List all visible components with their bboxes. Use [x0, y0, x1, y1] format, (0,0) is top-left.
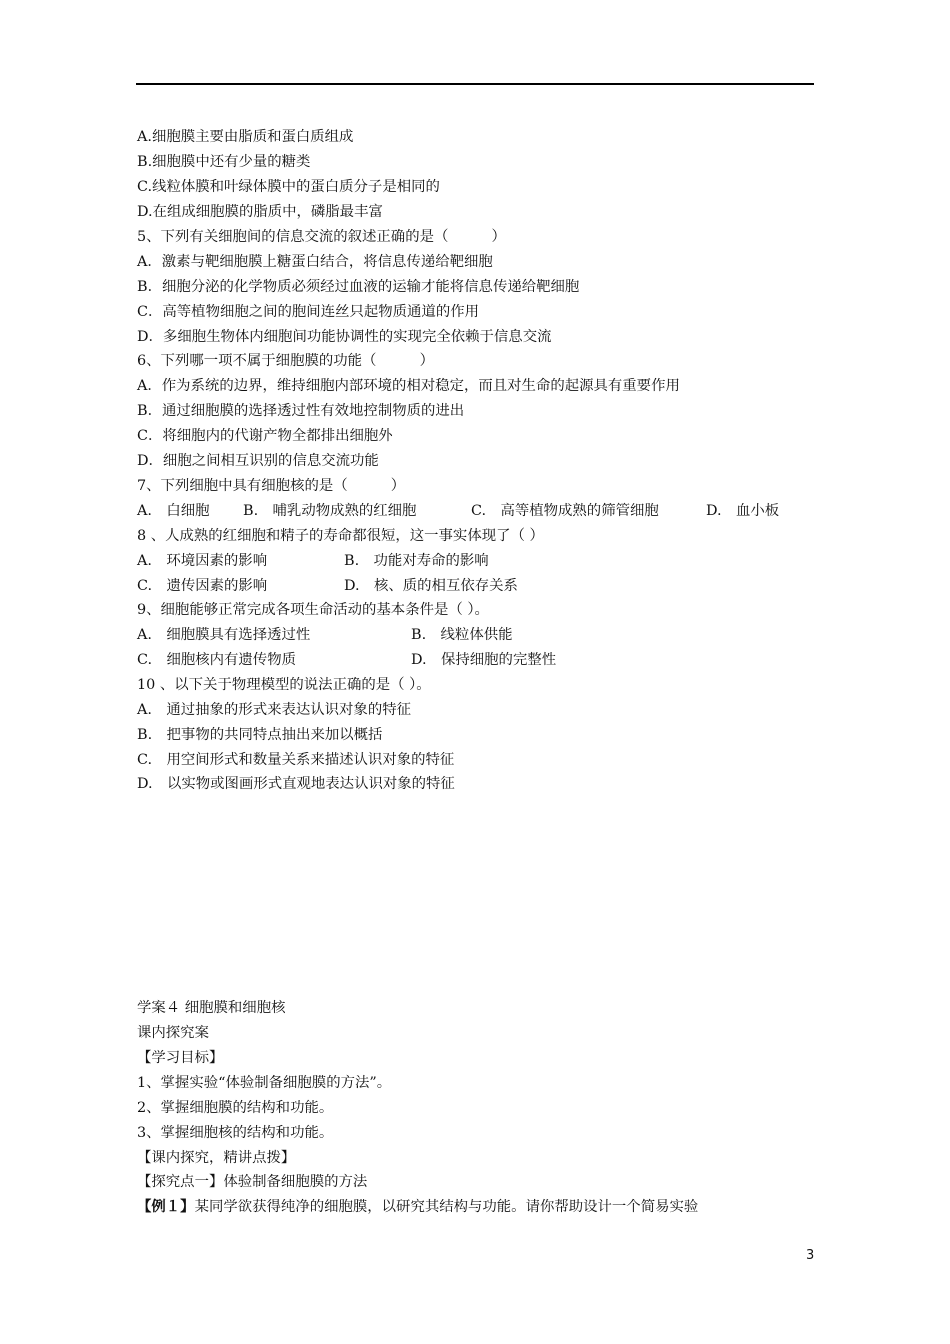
q9-option-d: D. 保持细胞的完整性	[411, 652, 557, 668]
point-1-label: 【探究点一】	[137, 1174, 224, 1190]
example-1	[137, 1197, 698, 1217]
q4-option-a: A.细胞膜主要由脂质和蛋白质组成	[137, 129, 354, 145]
q7-stem: 7、下列细胞中具有细胞核的是（ ）	[137, 478, 406, 494]
q7-option-c: C. 高等植物成熟的筛管细胞	[471, 503, 659, 519]
q8-option-a: A. 环境因素的影响	[137, 553, 268, 569]
q9-option-a: A. 细胞膜具有选择透过性	[137, 627, 311, 643]
q8-option-c: C. 遗传因素的影响	[137, 578, 268, 594]
q8-option-d: D. 核、质的相互依存关系	[344, 578, 518, 594]
q9-stem: 9、细胞能够正常完成各项生命活动的基本条件是（ ）。	[137, 602, 489, 618]
explore-heading: 【课内探究，精讲点拨】	[137, 1150, 296, 1166]
q6-option-a: A．作为系统的边界，维持细胞内部环境的相对稳定，而且对生命的起源具有重要作用	[137, 378, 680, 394]
header-rule	[136, 83, 814, 85]
lesson-title: 学案４ 细胞膜和细胞核	[137, 1000, 286, 1016]
q9-option-b: B. 线粒体供能	[411, 627, 513, 643]
q6-option-b: B．通过细胞膜的选择透过性有效地控制物质的进出	[137, 403, 465, 419]
q10-option-c: C. 用空间形式和数量关系来描述认识对象的特征	[137, 752, 455, 768]
goal-2: 2、掌握细胞膜的结构和功能。	[137, 1100, 334, 1116]
q5-option-a: A．激素与靶细胞膜上糖蛋白结合，将信息传递给靶细胞	[137, 254, 493, 270]
example-1-text: 某同学欲获得纯净的细胞膜，以研究其结构与功能。请你帮助设计一个简易实验	[194, 1199, 699, 1215]
q5-stem: 5、下列有关细胞间的信息交流的叙述正确的是（ ）	[137, 229, 506, 245]
q4-option-b: B.细胞膜中还有少量的糖类	[137, 154, 311, 170]
q10-option-a: A. 通过抽象的形式来表达认识对象的特征	[137, 702, 411, 718]
q7-option-b: B. 哺乳动物成熟的红细胞	[243, 503, 417, 519]
q10-option-d: D. 以实物或图画形式直观地表达认识对象的特征	[137, 776, 455, 792]
q6-option-d: D．细胞之间相互识别的信息交流功能	[137, 453, 379, 469]
q7-option-a: A. 白细胞	[137, 503, 210, 519]
q4-option-d: D.在组成细胞膜的脂质中，磷脂最丰富	[137, 204, 383, 220]
goal-1: 1、掌握实验“体验制备细胞膜的方法”。	[137, 1075, 392, 1091]
point-1-text: 体验制备细胞膜的方法	[223, 1174, 368, 1190]
q7-option-d: D. 血小板	[706, 503, 780, 519]
q5-option-d: D．多细胞生物体内细胞间功能协调性的实现完全依赖于信息交流	[137, 329, 552, 345]
lesson-subtitle: 课内探究案	[137, 1025, 209, 1041]
q10-option-b: B. 把事物的共同特点抽出来加以概括	[137, 727, 383, 743]
q6-option-c: C．将细胞内的代谢产物全都排出细胞外	[137, 428, 393, 444]
q8-option-b: B. 功能对寿命的影响	[344, 553, 489, 569]
explore-point-1	[137, 1172, 367, 1192]
q9-option-c: C. 细胞核内有遗传物质	[137, 652, 296, 668]
example-1-label: 【例１】	[137, 1198, 195, 1215]
q10-stem: 10 、以下关于物理模型的说法正确的是（ ）。	[137, 677, 431, 693]
q6-stem: 6、下列哪一项不属于细胞膜的功能（ ）	[137, 353, 434, 369]
goals-heading: 【学习目标】	[137, 1050, 224, 1066]
q4-option-c: C.线粒体膜和叶绿体膜中的蛋白质分子是相同的	[137, 179, 440, 195]
goal-3: 3、掌握细胞核的结构和功能。	[137, 1125, 334, 1141]
page-number: 3	[806, 1248, 815, 1263]
q5-option-c: C．高等植物细胞之间的胞间连丝只起物质通道的作用	[137, 304, 479, 320]
q5-option-b: B．细胞分泌的化学物质必须经过血液的运输才能将信息传递给靶细胞	[137, 279, 580, 295]
q8-stem: 8 、人成熟的红细胞和精子的寿命都很短，这一事实体现了（ ）	[137, 528, 544, 544]
